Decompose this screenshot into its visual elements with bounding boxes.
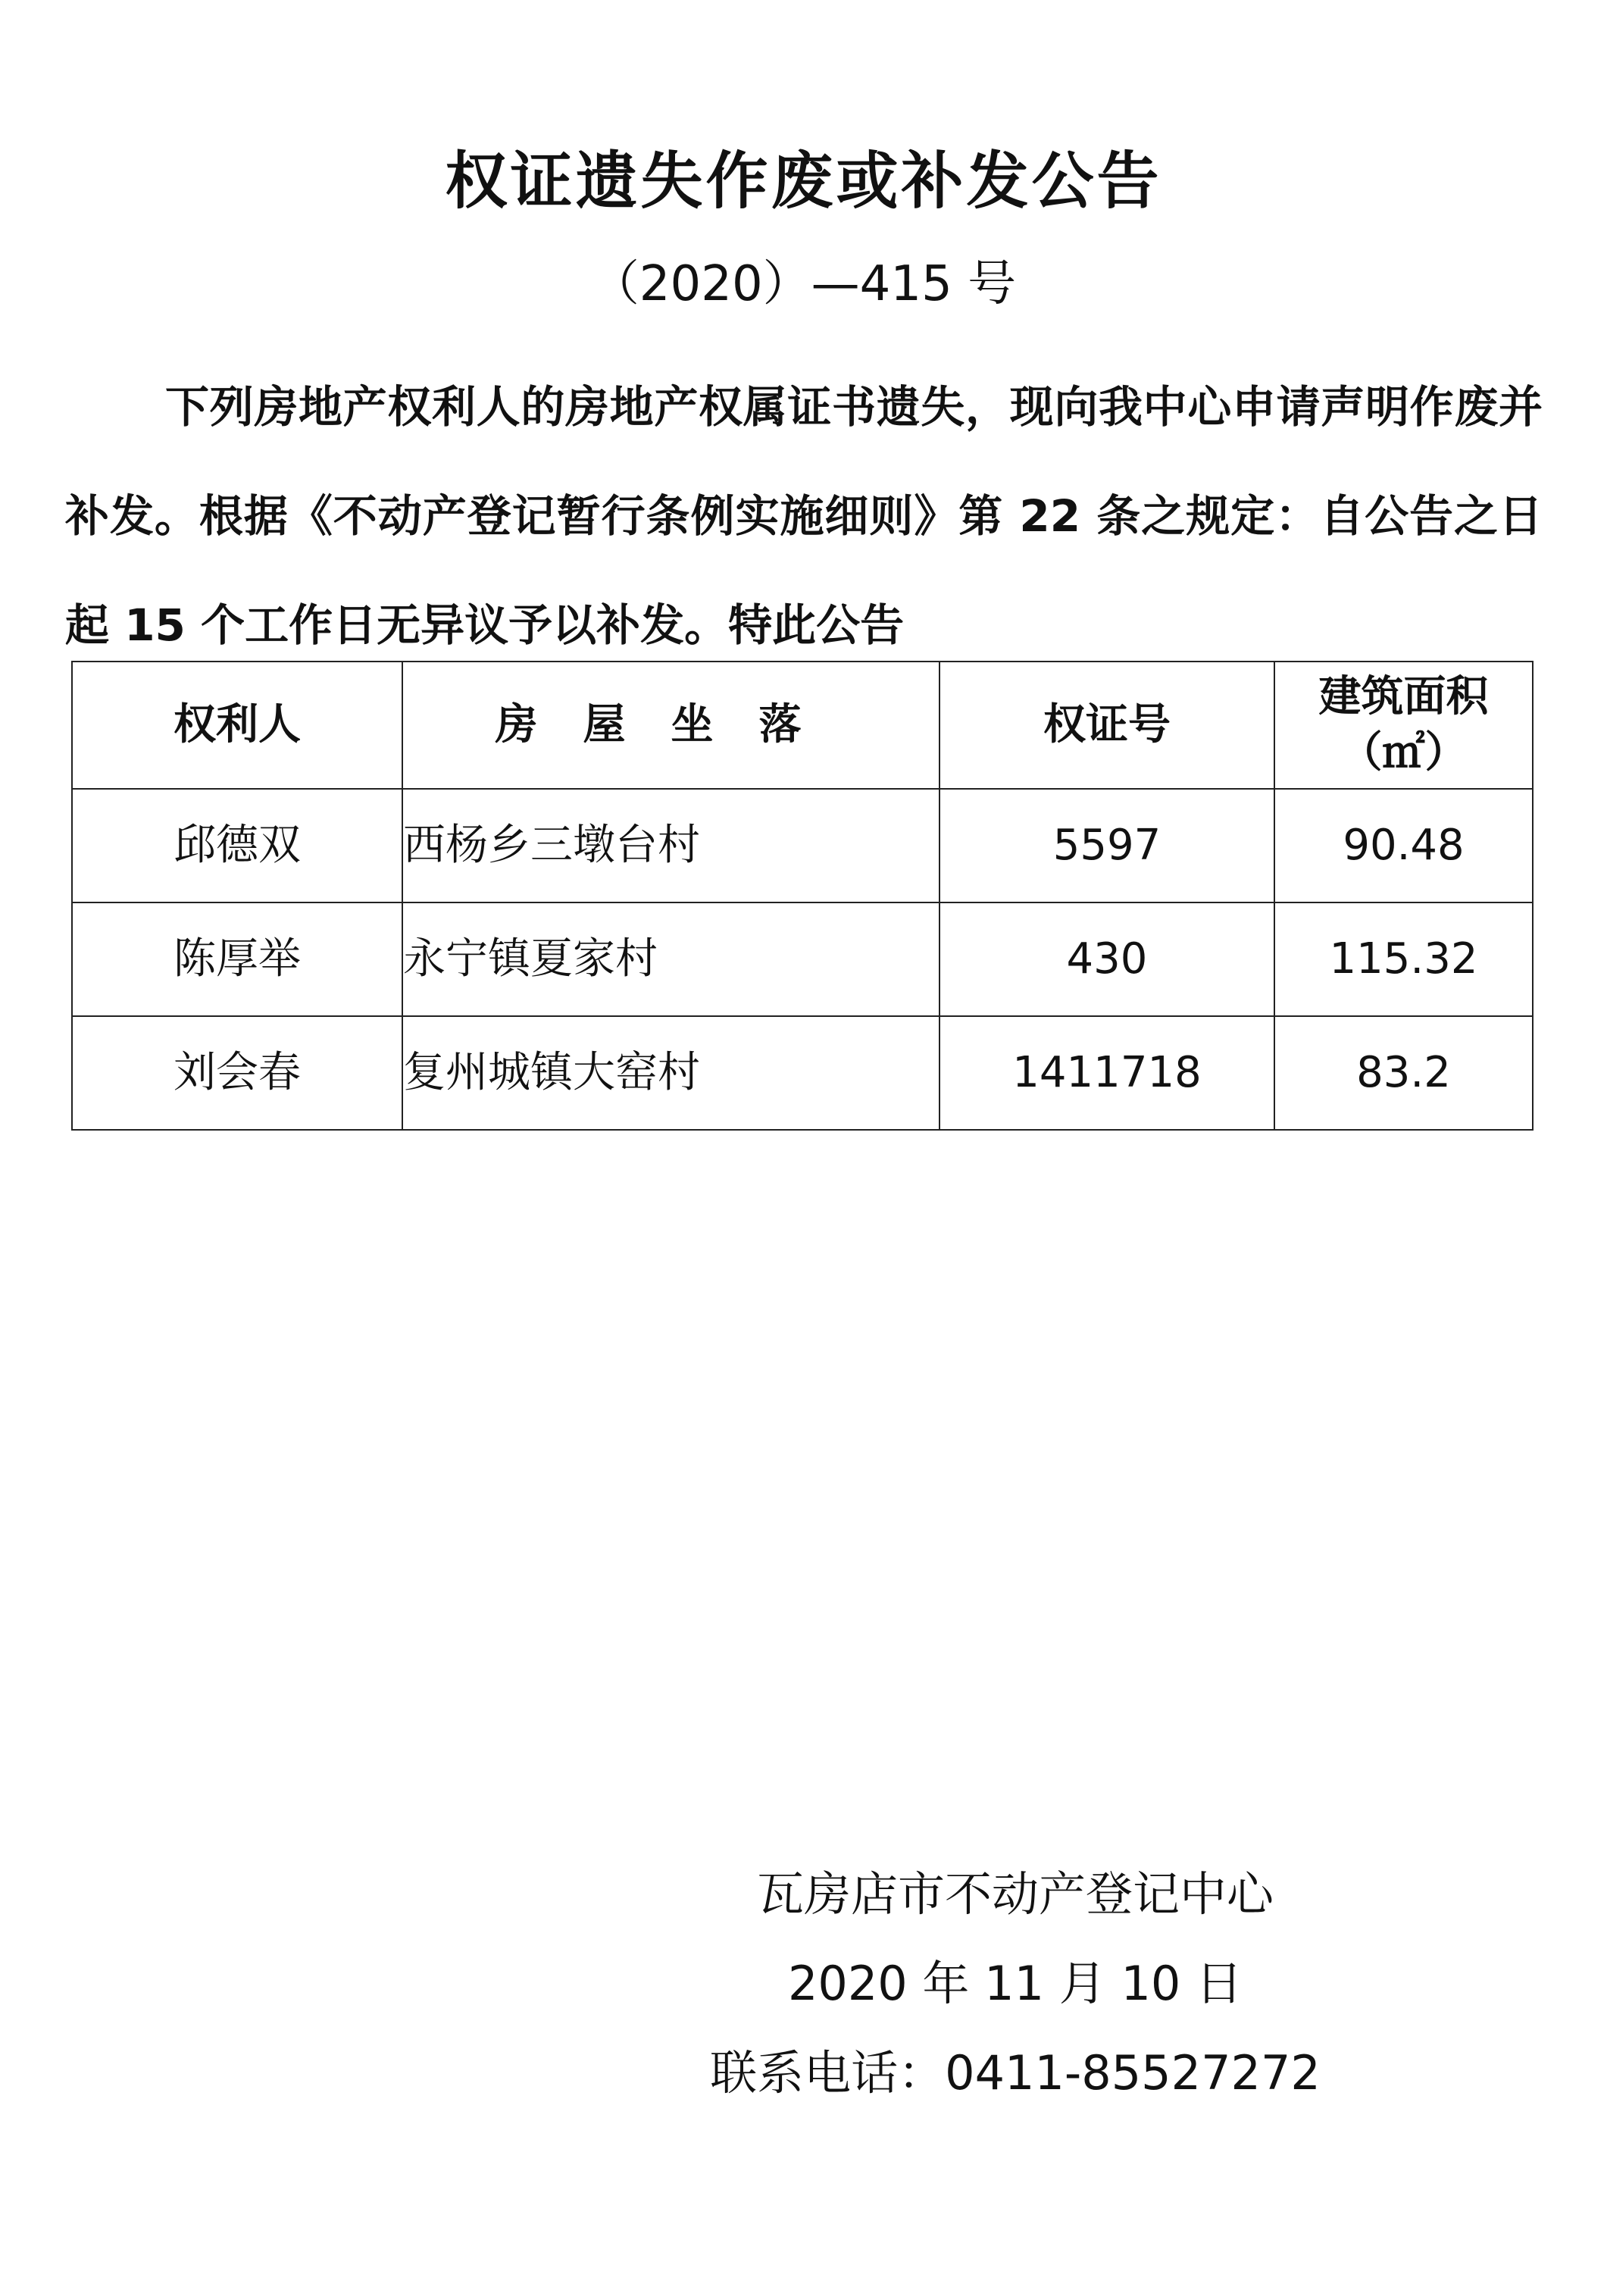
cell-area: 115.32 bbox=[1274, 902, 1533, 1016]
cell-location: 复州城镇大窑村 bbox=[402, 1016, 940, 1130]
cell-cert-no: 5597 bbox=[940, 789, 1274, 902]
header-area bbox=[1274, 662, 1533, 789]
cell-cert-no: 430 bbox=[940, 902, 1274, 1016]
table-header-row bbox=[72, 662, 1533, 789]
footer-phone: 联系电话：0411-85527272 bbox=[710, 2045, 1321, 2100]
header-area-unit: （㎡） bbox=[1340, 728, 1468, 777]
header-cert-no: 权证号 bbox=[940, 662, 1274, 789]
header-location: 房屋坐落 bbox=[402, 662, 940, 789]
cell-location: 永宁镇夏家村 bbox=[402, 902, 940, 1016]
cell-holder: 邱德双 bbox=[72, 789, 402, 902]
cell-cert-no: 1411718 bbox=[940, 1016, 1274, 1130]
cell-area: 90.48 bbox=[1274, 789, 1533, 902]
footer-organization: 瓦房店市不动产登记中心 bbox=[756, 1866, 1274, 1922]
notice-doc-number: （2020）—415 号 bbox=[590, 256, 1017, 312]
cell-location: 西杨乡三墩台村 bbox=[402, 789, 940, 902]
header-area-label: 建筑面积 bbox=[1318, 672, 1489, 721]
footer-date: 2020 年 11 月 10 日 bbox=[787, 1956, 1243, 2011]
notice-title: 权证遗失作废或补发公告 bbox=[445, 145, 1162, 217]
table-row bbox=[72, 789, 1533, 902]
header-holder: 权利人 bbox=[72, 662, 402, 789]
cell-holder: 陈厚举 bbox=[72, 902, 402, 1016]
table-row bbox=[72, 902, 1533, 1016]
table-row bbox=[72, 1016, 1533, 1130]
records-table bbox=[71, 661, 1534, 1131]
notice-body: 下列房地产权利人的房地产权属证书遗失，现向我中心申请声明作废并补发。根据《不动产登记暂行条例实施细则》第 22 条之规定：自公告之日起 15 个工作日无异议予以补发。特此公告 bbox=[65, 381, 1543, 651]
cell-holder: 刘会春 bbox=[72, 1016, 402, 1130]
cell-area: 83.2 bbox=[1274, 1016, 1533, 1130]
